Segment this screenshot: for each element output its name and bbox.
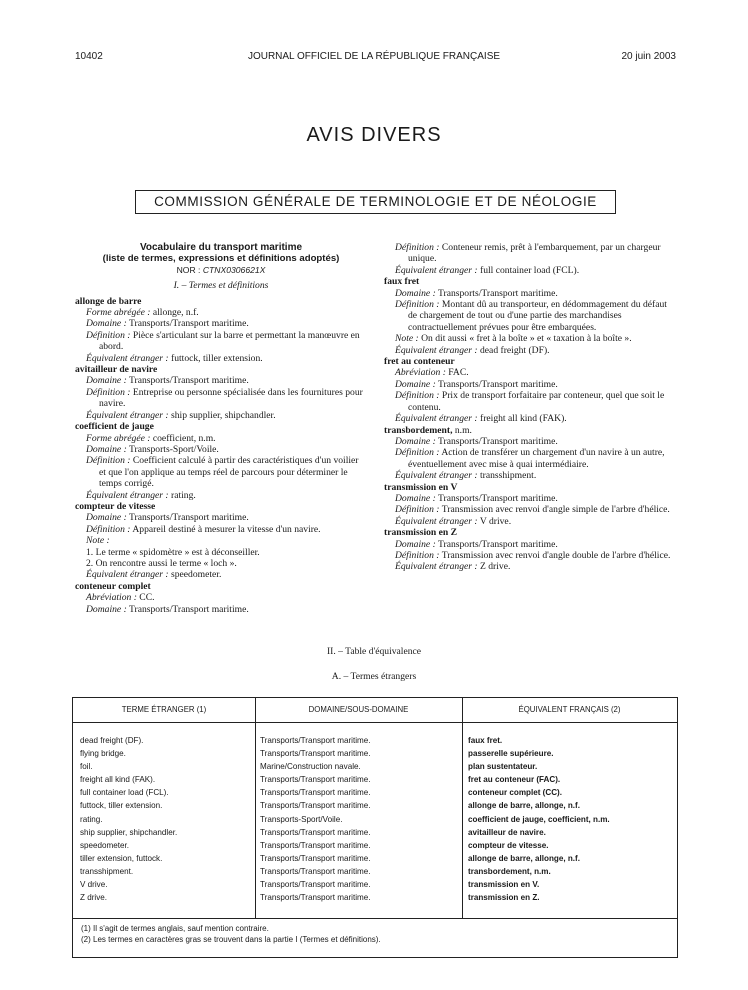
vocab-subtitle: (liste de termes, expressions et définitions adoptés) [102, 253, 340, 265]
field-label: Définition : [395, 299, 440, 311]
table-cell: passerelle supérieure. [468, 749, 554, 759]
table-cell: allonge de barre, allonge, n.f. [468, 801, 580, 811]
table-col-foreign-cells [73, 723, 255, 904]
field-text: rating. [171, 489, 196, 501]
entry-term [384, 356, 676, 367]
field-text: Transports/Transport maritime. [129, 512, 249, 524]
field-label: Domaine : [395, 287, 436, 299]
table-header-domain: DOMAINE/SOUS-DOMAINE [255, 698, 462, 723]
entry [384, 276, 676, 356]
entry-term [75, 421, 367, 432]
field-label: Définition : [395, 504, 440, 516]
term-name: coefficient de jauge [75, 421, 154, 433]
field-label: Équivalent étranger : [86, 409, 169, 421]
entry-field [384, 504, 676, 515]
part2a-title: A. – Termes étrangers [331, 671, 417, 682]
entry-field [384, 367, 676, 378]
entries-right [384, 242, 676, 573]
table-cell: Transports/Transport maritime. [260, 788, 371, 798]
page-number: 10402 [75, 51, 103, 62]
note-2: (2) Les termes en caractères gras se trouvent dans la partie I (Termes et définitions). [81, 935, 381, 944]
entry-field [75, 490, 367, 501]
entry-field [75, 547, 367, 558]
table-cell: avitailleur de navire. [468, 827, 546, 837]
field-text: transshipment. [480, 470, 537, 482]
field-text: full container load (FCL). [480, 264, 580, 276]
entry-field [384, 379, 676, 390]
entry-field [75, 330, 367, 353]
field-text: Transports/Transport maritime. [438, 435, 558, 447]
field-label: Domaine : [86, 318, 127, 330]
entry-field [75, 433, 367, 444]
table-cell: transmission en V. [468, 880, 540, 890]
field-label: Forme abrégée : [86, 307, 151, 319]
table-cell: foil. [80, 762, 93, 772]
entry-field [75, 512, 367, 523]
entry-field [384, 333, 676, 344]
table-cell: allonge de barre, allonge, n.f. [468, 853, 580, 863]
entry-field [384, 345, 676, 356]
field-label: Domaine : [395, 538, 436, 550]
field-text: Transmission avec renvoi d'angle simple de l'arbre d'hélice. [441, 504, 670, 516]
table-cell: rating. [80, 814, 103, 824]
entry-field [384, 539, 676, 550]
field-text: Transmission avec renvoi d'angle double de l'arbre d'hélice. [441, 549, 671, 561]
part1-title: I. – Termes et définitions [173, 280, 269, 292]
entry-field [75, 455, 367, 489]
table-cell: speedometer. [80, 840, 130, 850]
entry-field [75, 318, 367, 329]
entry-term [384, 482, 676, 493]
table-cell: Z drive. [80, 893, 107, 903]
field-label: Équivalent étranger : [395, 344, 478, 356]
field-text: CC. [139, 592, 155, 604]
field-text: coefficient, n.m. [152, 432, 216, 444]
field-label: Domaine : [86, 512, 127, 524]
table-cell: flying bridge. [80, 749, 126, 759]
field-text: Z drive. [480, 561, 511, 573]
field-label: Définition : [395, 390, 440, 402]
field-text: Conteneur remis, prêt à l'embarquement, par un chargeur unique. [408, 242, 661, 265]
entry-term [75, 296, 367, 307]
table-cell: Transports/Transport maritime. [260, 736, 371, 745]
entry-field [75, 592, 367, 603]
equivalence-table [72, 697, 678, 919]
term-name: allonge de barre [75, 295, 142, 307]
vocab-title: Vocabulaire du transport maritime [139, 242, 303, 253]
field-text: Transports/Transport maritime. [438, 378, 558, 390]
entry [75, 501, 367, 581]
field-label: Équivalent étranger : [86, 569, 169, 581]
field-text: Transports/Transport maritime. [129, 603, 249, 615]
entry-term [384, 425, 676, 436]
table-col-foreign [73, 698, 256, 918]
table-cell: compteur de vitesse. [468, 840, 549, 850]
entry-field [384, 299, 676, 333]
entry-term [384, 276, 676, 287]
field-label: Abréviation : [395, 367, 446, 379]
field-text: Action de transférer un chargement d'un navire à un autre, éventuellement avec mise à quai intermédiaire. [408, 447, 665, 470]
field-label: Domaine : [395, 435, 436, 447]
field-label: Définition : [395, 242, 440, 253]
field-label: Abréviation : [86, 592, 137, 604]
table-cell: Marine/Construction navale. [260, 762, 361, 772]
entry-field [75, 569, 367, 580]
entry-field [384, 436, 676, 447]
table-cell: transshipment. [80, 866, 134, 876]
field-label: Définition : [86, 329, 131, 341]
entry-field [75, 410, 367, 421]
entry-field [384, 265, 676, 276]
field-text: futtock, tiller extension. [171, 352, 263, 364]
field-label: Définition : [395, 447, 440, 459]
right-column [384, 242, 676, 573]
field-text: allonge, n.f. [152, 307, 199, 319]
field-text: On dit aussi « fret à la boîte » et « taxation à la boîte ». [421, 333, 632, 345]
field-label: Domaine : [395, 492, 436, 504]
field-text: Transports/Transport maritime. [129, 375, 249, 387]
table-cell: Transports/Transport maritime. [260, 840, 371, 850]
field-text: Transports/Transport maritime. [129, 318, 249, 330]
field-label: Domaine : [86, 443, 127, 455]
note-1: (1) Il s'agit de termes anglais, sauf mention contraire. [81, 924, 269, 933]
entry-field [75, 387, 367, 410]
table-cell: Transports-Sport/Voile. [260, 814, 343, 824]
field-text: ship supplier, shipchandler. [171, 409, 276, 421]
entry-field [384, 242, 676, 265]
table-cell: full container load (FCL). [80, 788, 169, 798]
field-label: Définition : [395, 549, 440, 561]
entry-field [384, 516, 676, 527]
entry-field [75, 353, 367, 364]
table-cell: ship supplier, shipchandler. [80, 827, 178, 837]
field-label: Domaine : [86, 375, 127, 387]
entry-field [384, 550, 676, 561]
table-cell: Transports/Transport maritime. [260, 827, 371, 837]
entry-field [384, 493, 676, 504]
field-text: Coefficient calculé à partir des caractéristiques d'un voilier et que l'on applique au temps réel de parcours pour déterminer le temps corrigé. [99, 455, 359, 490]
table-cell: Transports/Transport maritime. [260, 866, 371, 876]
entry-term [384, 527, 676, 538]
field-text: Pièce s'articulant sur la barre et permettant la manœuvre en abord. [99, 329, 360, 353]
field-label: Note : [86, 535, 110, 547]
table-cell: Transports/Transport maritime. [260, 893, 371, 903]
entry-field [75, 524, 367, 535]
field-text: FAC. [448, 367, 469, 379]
entry-term [75, 581, 367, 592]
field-label: Équivalent étranger : [86, 489, 169, 501]
entry-field [75, 558, 367, 569]
table-col-french [462, 698, 677, 918]
term-name: transmission en V [384, 481, 458, 493]
entry-field [384, 447, 676, 470]
part2-title: II. – Table d'équivalence [326, 646, 422, 657]
term-name: avitailleur de navire [75, 364, 158, 376]
field-text: V drive. [479, 515, 512, 527]
journal-title: JOURNAL OFFICIEL DE LA RÉPUBLIQUE FRANÇAISE [247, 51, 501, 62]
table-cell: faux fret. [468, 736, 503, 745]
field-text: Transports-Sport/Voile. [129, 443, 219, 455]
table-cell: V drive. [80, 880, 108, 890]
term-name: fret au conteneur [384, 356, 455, 368]
table-col-domain-cells [255, 723, 462, 904]
entry-field [75, 535, 367, 546]
term-name: transmission en Z [384, 527, 458, 539]
entry-field [75, 375, 367, 386]
entry-field [384, 561, 676, 572]
table-cell: Transports/Transport maritime. [260, 749, 371, 759]
entry [384, 527, 676, 573]
commission-box: COMMISSION GÉNÉRALE DE TERMINOLOGIE ET DE NÉOLOGIE [135, 190, 616, 214]
field-label: Équivalent étranger : [395, 470, 478, 482]
entry [384, 356, 676, 424]
field-label: Domaine : [395, 378, 436, 390]
nor-label: NOR : [176, 264, 201, 275]
table-header-foreign: TERME ÉTRANGER (1) [73, 698, 255, 723]
table-cell: conteneur complet (CC). [468, 788, 562, 798]
field-text: speedometer. [171, 569, 222, 581]
field-label: Domaine : [86, 603, 127, 615]
term-name: faux fret [384, 276, 420, 288]
field-text: 1. Le terme « spidomètre » est à déconseiller. [86, 546, 260, 558]
field-label: Définition : [86, 386, 131, 398]
field-text: Montant dû au transporteur, en dédommagement du défaut de chargement de tout ou d'une partie des marchandises contractuellement prévues pour être embarquées. [408, 299, 667, 333]
entry-term [75, 364, 367, 375]
field-text: freight all kind (FAK). [480, 413, 567, 425]
table-col-domain [255, 698, 463, 918]
entry-field [384, 390, 676, 413]
entry-field [75, 604, 367, 615]
entry-field [384, 288, 676, 299]
field-text: Entreprise ou personne spécialisée dans les fournitures pour navire. [99, 386, 363, 410]
table-cell: coefficient de jauge, coefficient, n.m. [468, 814, 610, 824]
table-col-french-cells [462, 723, 677, 904]
field-label: Note : [395, 333, 419, 345]
field-label: Équivalent étranger : [395, 264, 478, 276]
field-text: Transports/Transport maritime. [438, 538, 558, 550]
entry [75, 364, 367, 421]
term-name: conteneur complet [75, 580, 151, 592]
entry [75, 421, 367, 501]
table-cell: freight all kind (FAK). [80, 775, 156, 785]
entry [384, 482, 676, 528]
nor-line [75, 265, 367, 276]
entry-field [75, 307, 367, 318]
table-cell: Transports/Transport maritime. [260, 880, 371, 890]
entry [384, 242, 676, 276]
field-label: Définition : [86, 455, 131, 467]
entry [75, 581, 367, 615]
table-cell: Transports/Transport maritime. [260, 853, 371, 863]
field-label: Définition : [86, 523, 131, 535]
table-header-french: ÉQUIVALENT FRANÇAIS (2) [462, 698, 677, 723]
field-text: Transports/Transport maritime. [438, 492, 558, 504]
table-notes [72, 917, 678, 958]
term-suffix: n.m. [452, 424, 472, 436]
field-text: Transports/Transport maritime. [438, 287, 558, 299]
table-cell: transbordement, n.m. [468, 866, 551, 876]
table-cell: transmission en Z. [468, 893, 540, 903]
entry-field [75, 444, 367, 455]
entry [384, 425, 676, 482]
table-cell: tiller extension, futtock. [80, 853, 163, 863]
table-cell: plan sustentateur. [468, 762, 538, 772]
field-text: Appareil destiné à mesurer la vitesse d'un navire. [132, 523, 321, 535]
field-text: dead freight (DF). [480, 344, 550, 356]
table-cell: fret au conteneur (FAC). [468, 775, 561, 785]
entries-left [75, 296, 367, 615]
table-cell: dead freight (DF). [80, 736, 144, 745]
entry-field [384, 413, 676, 424]
field-label: Forme abrégée : [86, 432, 151, 444]
field-label: Équivalent étranger : [86, 352, 169, 364]
field-text: 2. On rencontre aussi le terme « loch ». [86, 557, 237, 569]
field-label: Équivalent étranger : [395, 561, 478, 573]
section-title: AVIS DIVERS [306, 124, 442, 146]
field-label: Équivalent étranger : [395, 413, 478, 425]
term-name: transbordement, [384, 424, 453, 436]
issue-date: 20 juin 2003 [621, 51, 676, 62]
term-name: compteur de vitesse [75, 500, 156, 512]
table-cell: futtock, tiller extension. [80, 801, 163, 811]
left-column [75, 242, 367, 615]
table-cell: Transports/Transport maritime. [260, 801, 371, 811]
table-cell: Transports/Transport maritime. [260, 775, 371, 785]
entry-field [384, 470, 676, 481]
entry [75, 296, 367, 364]
field-label: Équivalent étranger : [395, 515, 478, 527]
nor-value: CTNX0306621X [202, 264, 266, 275]
entry-term [75, 501, 367, 512]
field-text: Prix de transport forfaitaire par conteneur, quel que soit le contenu. [408, 390, 665, 413]
